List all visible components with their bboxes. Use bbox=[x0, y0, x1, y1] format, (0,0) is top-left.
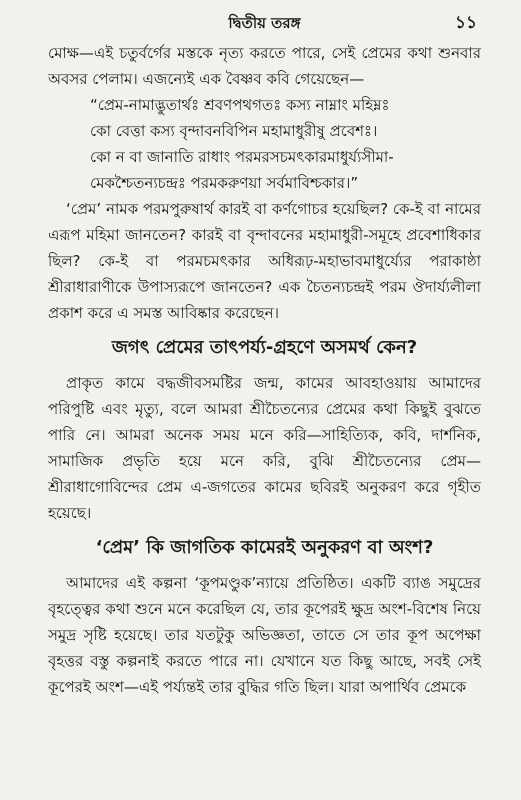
section-heading-2: ‘প্রেম’ কি জাগতিক কামেরই অনুকরণ বা অংশ? bbox=[95, 537, 434, 558]
paragraph-continuation: মোক্ষ—এই চতুর্বর্গের মস্তকে নৃত্য করতে পারে, সেই প্রেমের কথা শুনবার অবসর পেলাম। এজন্যেই এক বৈষ্ণব কবি গেয়েছেন— bbox=[48, 44, 481, 88]
page-number: ১১ bbox=[454, 13, 477, 33]
section-heading-1: জগৎ প্রেমের তাৎপর্য্য-গ্রহণে অসমর্থ কেন? bbox=[111, 337, 418, 358]
verse-line-3: কো ন বা জানাতি রাধাং পরমরসচমৎকারমাধুর্য্যসীমা- bbox=[90, 148, 394, 166]
paragraph-kupamanduka: আমাদের এই কল্পনা ‘কূপমণ্ডুক’ন্যায়ে প্রতিষ্ঠিত। একটি ব্যাঙ সমুদ্রের বৃহত্ত্বের কথা শুনে মনে করেছিল যে, তার কূপেরই ক্ষুদ্র অংশ-বিশেষ নিয়ে সমুদ্র সৃষ্টি হয়েছে। তার যতটুকু অভিজ্ঞতা, তাতে সে তার কূপ অপেক্ষা বৃহত্তর বস্তু কল্পনাই করতে পারে না। যেখানে যত কিছু আছে, সবই সেই কূপেরই অংশ—এই পর্য্যন্তই তার বুদ্ধির গতি ছিল। যারা অপার্থিব প্রেমকে bbox=[48, 574, 481, 696]
paragraph-prakrita-kama: প্রাকৃত কামে বদ্ধজীবসমষ্টির জন্ম, কামের আবহাওয়ায় আমাদের পরিপুষ্টি এবং মৃত্যু, বলে আমরা শ্রীচৈতন্যের প্রেমের কথা কিছুই বুঝতে পারি নে। আমরা অনেক সময় মনে করি—সাহিত্যিক, কবি, দার্শনিক, সামাজিক প্রভৃতি হয়ে মনে করি, বুঝি শ্রীচৈতন্যের প্রেম—শ্রীরাধাগোবিন্দের প্রেম এ-জগতের কামের ছবিরই অনুকরণ করে গৃহীত হয়েছে। bbox=[48, 374, 481, 522]
verse-line-2: কো বেত্তা কস্য বৃন্দাবনবিপিন মহামাধুরীষু প্রবেশঃ। bbox=[90, 122, 378, 140]
verse-line-4: মেকশ্চৈতন্যচন্দ্রঃ পরমকরুণয়া সর্বমাবিশ্চকার।” bbox=[90, 174, 359, 192]
chapter-running-title: দ্বিতীয় তরঙ্গ bbox=[228, 14, 301, 32]
paragraph-prema: ‘প্রেম’ নামক পরমপুরুষার্থ কারই বা কর্ণগোচর হয়েছিল? কে-ই বা নামের এরূপ মহিমা জানতেন? কারই বা বৃন্দাবনের মহামাধুরী-সমূহে প্রবেশাধিকার ছিল? কে-ই বা পরমচমৎকার অধিরূঢ়-মহাভাবমাধুর্য্যের পরাকাষ্ঠা শ্রীরাধারাণীকে উপাস্যরূপে জানতেন? এক চৈতন্যচন্দ্রই পরম ঔদার্য্যলীলা প্রকাশ করে এ সমস্ত আবিষ্কার করেছেন। bbox=[48, 200, 481, 322]
running-head bbox=[48, 0, 481, 40]
verse-line-1: “প্রেম-নামাদ্ভুতার্থঃ শ্রবণপথগতঃ কস্য নাম্নাং মহিম্নঃ bbox=[90, 96, 390, 114]
sanskrit-verse bbox=[48, 92, 481, 196]
